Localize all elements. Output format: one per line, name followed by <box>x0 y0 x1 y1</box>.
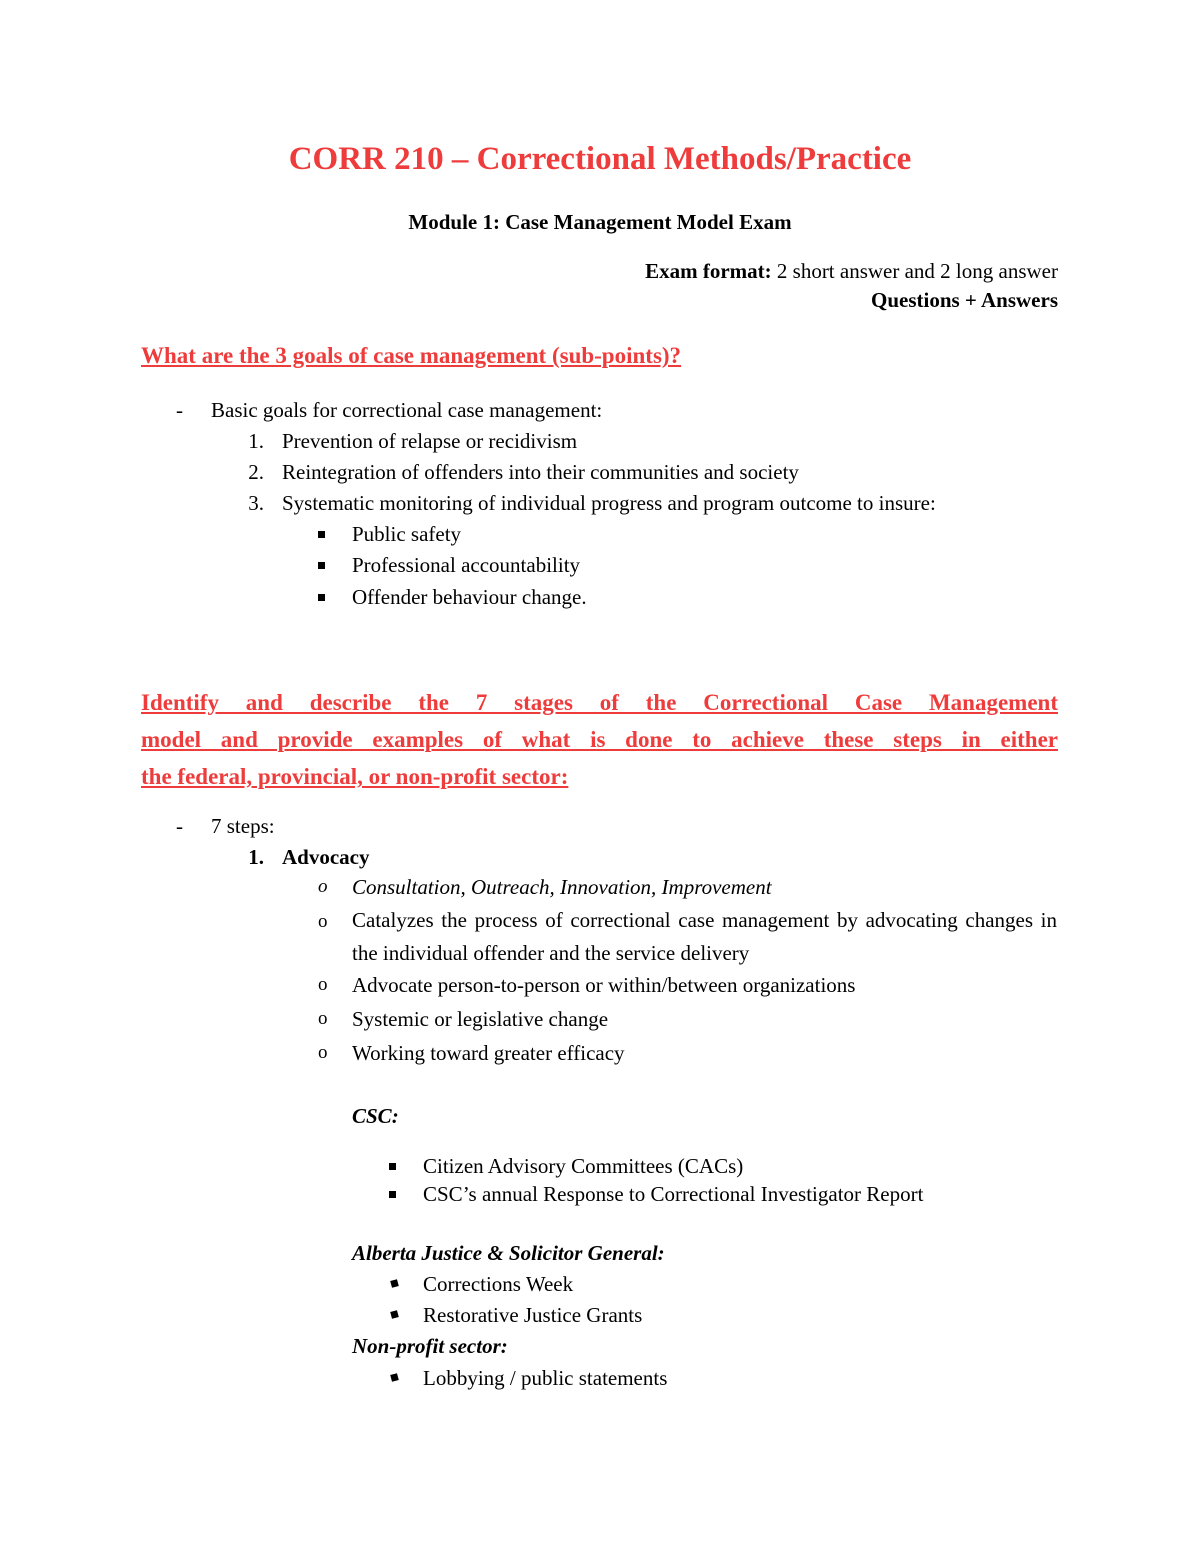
q1-intro: Basic goals for correctional case management: <box>211 398 603 422</box>
list-item: Professional accountability <box>352 553 581 577</box>
list-item: Catalyzes the process of correctional case management by advocating changes in the individual offender and the service delivery <box>352 908 1057 965</box>
square-bullet-icon <box>318 531 325 538</box>
square-bullet-icon <box>318 562 325 569</box>
nonprofit-label: Non-profit sector: <box>352 1334 508 1358</box>
list-number: 1. <box>248 429 264 453</box>
alberta-label: Alberta Justice & Solicitor General: <box>352 1241 665 1265</box>
list-item: CSC’s annual Response to Correctional Investigator Report <box>423 1182 924 1206</box>
list-item: Corrections Week <box>423 1272 574 1296</box>
circle-bullet-icon: o <box>318 876 328 897</box>
list-item: Systemic or legislative change <box>352 1007 609 1031</box>
exam-format-value: 2 short answer and 2 long answer <box>771 259 1058 283</box>
question-2-line-3: the federal, provincial, or non-profit sector: <box>141 764 569 789</box>
csc-label: CSC: <box>352 1104 399 1128</box>
circle-bullet-icon: o <box>318 911 328 932</box>
list-dash: - <box>176 398 183 422</box>
list-item: Working toward greater efficacy <box>352 1041 625 1065</box>
circle-bullet-icon: o <box>318 974 328 995</box>
question-1-heading: What are the 3 goals of case management (sub-points)? <box>141 343 682 368</box>
list-item: Advocate person-to-person or within/between organizations <box>352 973 856 997</box>
square-bullet-icon <box>318 594 325 601</box>
list-item: Systematic monitoring of individual progress and program outcome to insure: <box>282 491 936 515</box>
list-item: Public safety <box>352 522 462 546</box>
square-bullet-icon <box>390 1310 399 1319</box>
list-item: Prevention of relapse or recidivism <box>282 429 578 453</box>
square-bullet-icon <box>389 1191 396 1198</box>
list-item: Offender behaviour change. <box>352 585 587 609</box>
exam-format-label: Exam format: <box>645 259 772 283</box>
list-item: Lobbying / public statements <box>423 1366 668 1390</box>
list-dash: - <box>176 814 183 838</box>
circle-bullet-icon: o <box>318 1008 328 1029</box>
circle-bullet-icon: o <box>318 1042 328 1063</box>
list-item: Consultation, Outreach, Innovation, Improvement <box>352 875 772 899</box>
list-item: Citizen Advisory Committees (CACs) <box>423 1154 744 1178</box>
list-number: 2. <box>248 460 264 484</box>
square-bullet-icon <box>389 1163 396 1170</box>
square-bullet-icon <box>390 1279 399 1288</box>
list-number: 3. <box>248 491 264 515</box>
step-number: 1. <box>248 845 264 869</box>
list-item: Restorative Justice Grants <box>423 1303 643 1327</box>
exam-format <box>645 259 1058 284</box>
module-subtitle: Module 1: Case Management Model Exam <box>408 210 792 234</box>
page-title: CORR 210 – Correctional Methods/Practice <box>288 141 912 177</box>
square-bullet-icon <box>390 1373 399 1382</box>
step-title: Advocacy <box>282 845 370 869</box>
question-2-line-2: model and provide examples of what is done to achieve these steps in either <box>141 727 1058 752</box>
q2-intro: 7 steps: <box>211 814 275 838</box>
question-2-line-1: Identify and describe the 7 stages of the Correctional Case Management <box>141 690 1058 715</box>
list-item: Reintegration of offenders into their communities and society <box>282 460 799 484</box>
question-2-heading <box>141 684 1058 795</box>
qa-label: Questions + Answers <box>871 288 1058 312</box>
